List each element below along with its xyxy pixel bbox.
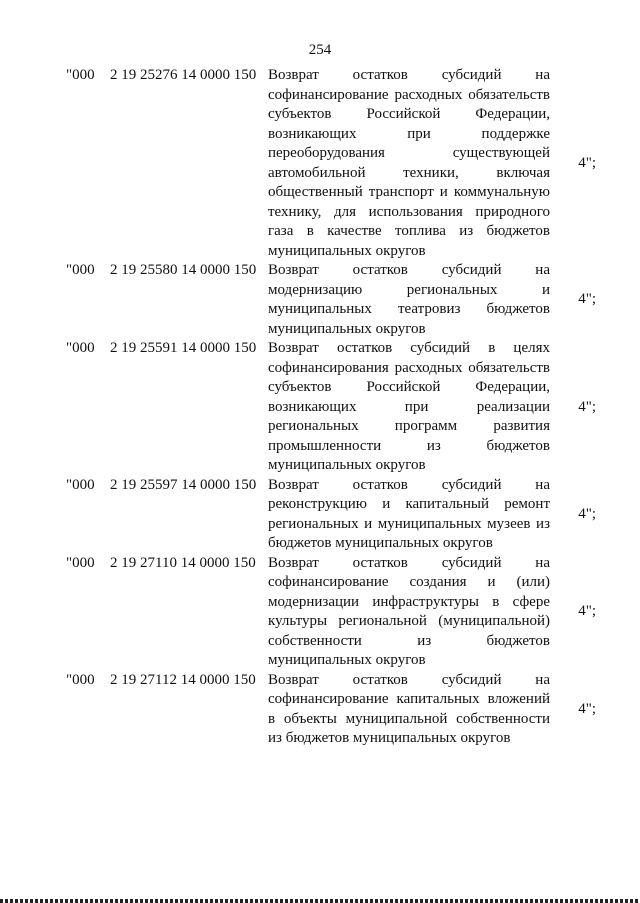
row-prefix: "000 xyxy=(66,476,95,493)
row-suffix: 4"; xyxy=(578,398,596,415)
scan-edge-divider xyxy=(0,899,640,903)
table-row xyxy=(66,261,596,339)
row-prefix: "000 xyxy=(66,67,95,83)
row-code: 2 19 25597 14 0000 150 xyxy=(110,476,257,493)
row-description: Возврат остатков субсидий на софинансирование расходных обязательств субъектов Российской Федерации, возникающих при поддержке переоборудования существующей автомобильной техники, включая общественный транспорт и коммунальную технику, для использования природного газа в качестве топлива из бюджетов муниципальных округов xyxy=(268,67,550,259)
table-row xyxy=(66,554,596,671)
row-code: 2 19 25580 14 0000 150 xyxy=(110,262,257,278)
row-prefix: "000 xyxy=(66,554,95,571)
row-description: Возврат остатков субсидий в целях софинансирования расходных обязательств субъектов Российской Федерации, возникающих при реализации региональных программ развития промышленности из бюджетов муниципальных округов xyxy=(268,340,550,473)
row-prefix: "000 xyxy=(66,671,95,688)
row-description: Возврат остатков субсидий на реконструкцию и капитальный ремонт региональных и муниципальных музеев из бюджетов муниципальных округов xyxy=(268,476,550,551)
row-suffix: 4"; xyxy=(578,154,596,171)
row-code: 2 19 25591 14 0000 150 xyxy=(110,340,257,356)
page-number: 254 xyxy=(308,42,332,58)
row-description: Возврат остатков субсидий на софинансирование создания и (или) модернизации инфраструктуры в сфере культуры региональной (муниципальной) собственности из бюджетов муниципальных округов xyxy=(268,554,550,668)
row-suffix: 4"; xyxy=(578,505,596,522)
table-row xyxy=(66,671,596,749)
row-code: 2 19 25276 14 0000 150 xyxy=(110,67,257,83)
table-row xyxy=(66,476,596,554)
row-suffix: 4"; xyxy=(578,700,596,717)
row-suffix: 4"; xyxy=(578,291,596,308)
table-row xyxy=(66,339,596,476)
budget-codes-table xyxy=(66,66,596,749)
row-code: 2 19 27110 14 0000 150 xyxy=(110,554,256,571)
table-row xyxy=(66,66,596,261)
row-description: Возврат остатков субсидий на модернизацию региональных и муниципальных театровиз бюджетов муниципальных округов xyxy=(268,262,550,337)
row-description: Возврат остатков субсидий на софинансирование капитальных вложений в объекты муниципальной собственности из бюджетов муниципальных округов xyxy=(268,671,550,746)
row-prefix: "000 xyxy=(66,262,95,278)
row-prefix: "000 xyxy=(66,340,95,356)
row-code: 2 19 27112 14 0000 150 xyxy=(110,671,256,688)
row-suffix: 4"; xyxy=(578,603,596,620)
